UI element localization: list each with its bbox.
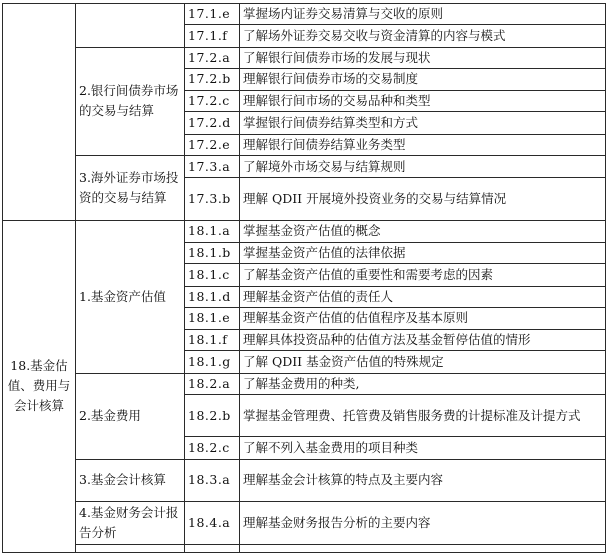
item-code: 18.1.b [185,243,240,264]
item-description: 了解不列入基金费用的项目种类 [240,437,606,459]
item-code: 17.2.c [185,91,240,112]
item-description: 掌握基金管理费、托管费及销售服务费的计提标准及计提方式 [240,394,606,437]
item-description: 了解银行间债券市场的发展与现状 [240,47,606,68]
item-code: 17.2.b [185,68,240,90]
item-description: 理解基金资产估值的责任人 [240,286,606,307]
table-row [3,459,606,502]
item-description: 了解场外证券交易交收与资金清算的内容与模式 [240,25,606,47]
section-cell-18-1: 1.基金资产估值 [76,220,185,373]
item-code: 18.1.a [185,220,240,242]
item-code: 18.3.a [185,459,240,502]
item-description: 掌握基金资产估值的概念 [240,220,606,242]
item-description: 理解银行间市场的交易品种和类型 [240,91,606,112]
item-code: 18.1.e [185,307,240,329]
table-row [3,4,606,25]
item-description: 理解基金会计核算的特点及主要内容 [240,459,606,502]
table-row [3,155,606,177]
item-code: 17.1.e [185,4,240,25]
item-description: 理解银行间债券市场的交易制度 [240,68,606,90]
item-description: 理解基金财务报告分析的主要内容 [240,502,606,545]
section-cell-17-1-continued [76,4,185,48]
item-code: 18.1.f [185,330,240,351]
item-description: 理解基金资产估值的估值程序及基本原则 [240,307,606,329]
item-code: 18.2.a [185,373,240,394]
chapter-cell-18: 18.基金估值、费用与会计核算 [3,220,76,552]
item-description: 了解 QDII 基金资产估值的特殊规定 [240,351,606,373]
item-description: 了解基金资产估值的重要性和需要考虑的因素 [240,264,606,286]
section-cell-18-3: 3.基金会计核算 [76,459,185,502]
table-row [3,47,606,68]
section-cell-17-2: 2.银行间债券市场的交易与结算 [76,47,185,155]
item-description: 理解银行间债券结算业务类型 [240,134,606,155]
table-row [3,544,606,552]
table-row [3,502,606,545]
item-code: 17.3.b [185,178,240,221]
item-code: 17.3.a [185,155,240,177]
table-row [3,220,606,242]
item-code: 18.1.d [185,286,240,307]
syllabus-table [2,3,606,553]
item-code: 17.2.e [185,134,240,155]
section-cell-17-3: 3.海外证券市场投资的交易与结算 [76,155,185,220]
item-code-empty [185,544,240,552]
section-cell-18-2: 2.基金费用 [76,373,185,459]
item-description: 理解具体投资品种的估值方法及基金暂停估值的情形 [240,330,606,351]
item-description: 掌握基金资产估值的法律依据 [240,243,606,264]
item-code: 17.2.d [185,112,240,134]
item-code: 18.1.g [185,351,240,373]
item-code: 18.2.c [185,437,240,459]
item-description: 了解基金费用的种类, [240,373,606,394]
item-code: 17.1.f [185,25,240,47]
table-row [3,373,606,394]
item-code: 18.4.a [185,502,240,545]
section-cell-18-4: 4.基金财务会计报告分析 [76,502,185,545]
item-code: 18.1.c [185,264,240,286]
item-description: 理解 QDII 开展境外投资业务的交易与结算情况 [240,178,606,221]
item-code: 17.2.a [185,47,240,68]
item-description: 掌握场内证券交易清算与交收的原则 [240,4,606,25]
item-description: 掌握银行间债券结算类型和方式 [240,112,606,134]
item-description-empty [240,544,606,552]
item-code: 18.2.b [185,394,240,437]
chapter-cell-17-continued [3,4,76,221]
section-cell-next [76,544,185,552]
item-description: 了解境外市场交易与结算规则 [240,155,606,177]
